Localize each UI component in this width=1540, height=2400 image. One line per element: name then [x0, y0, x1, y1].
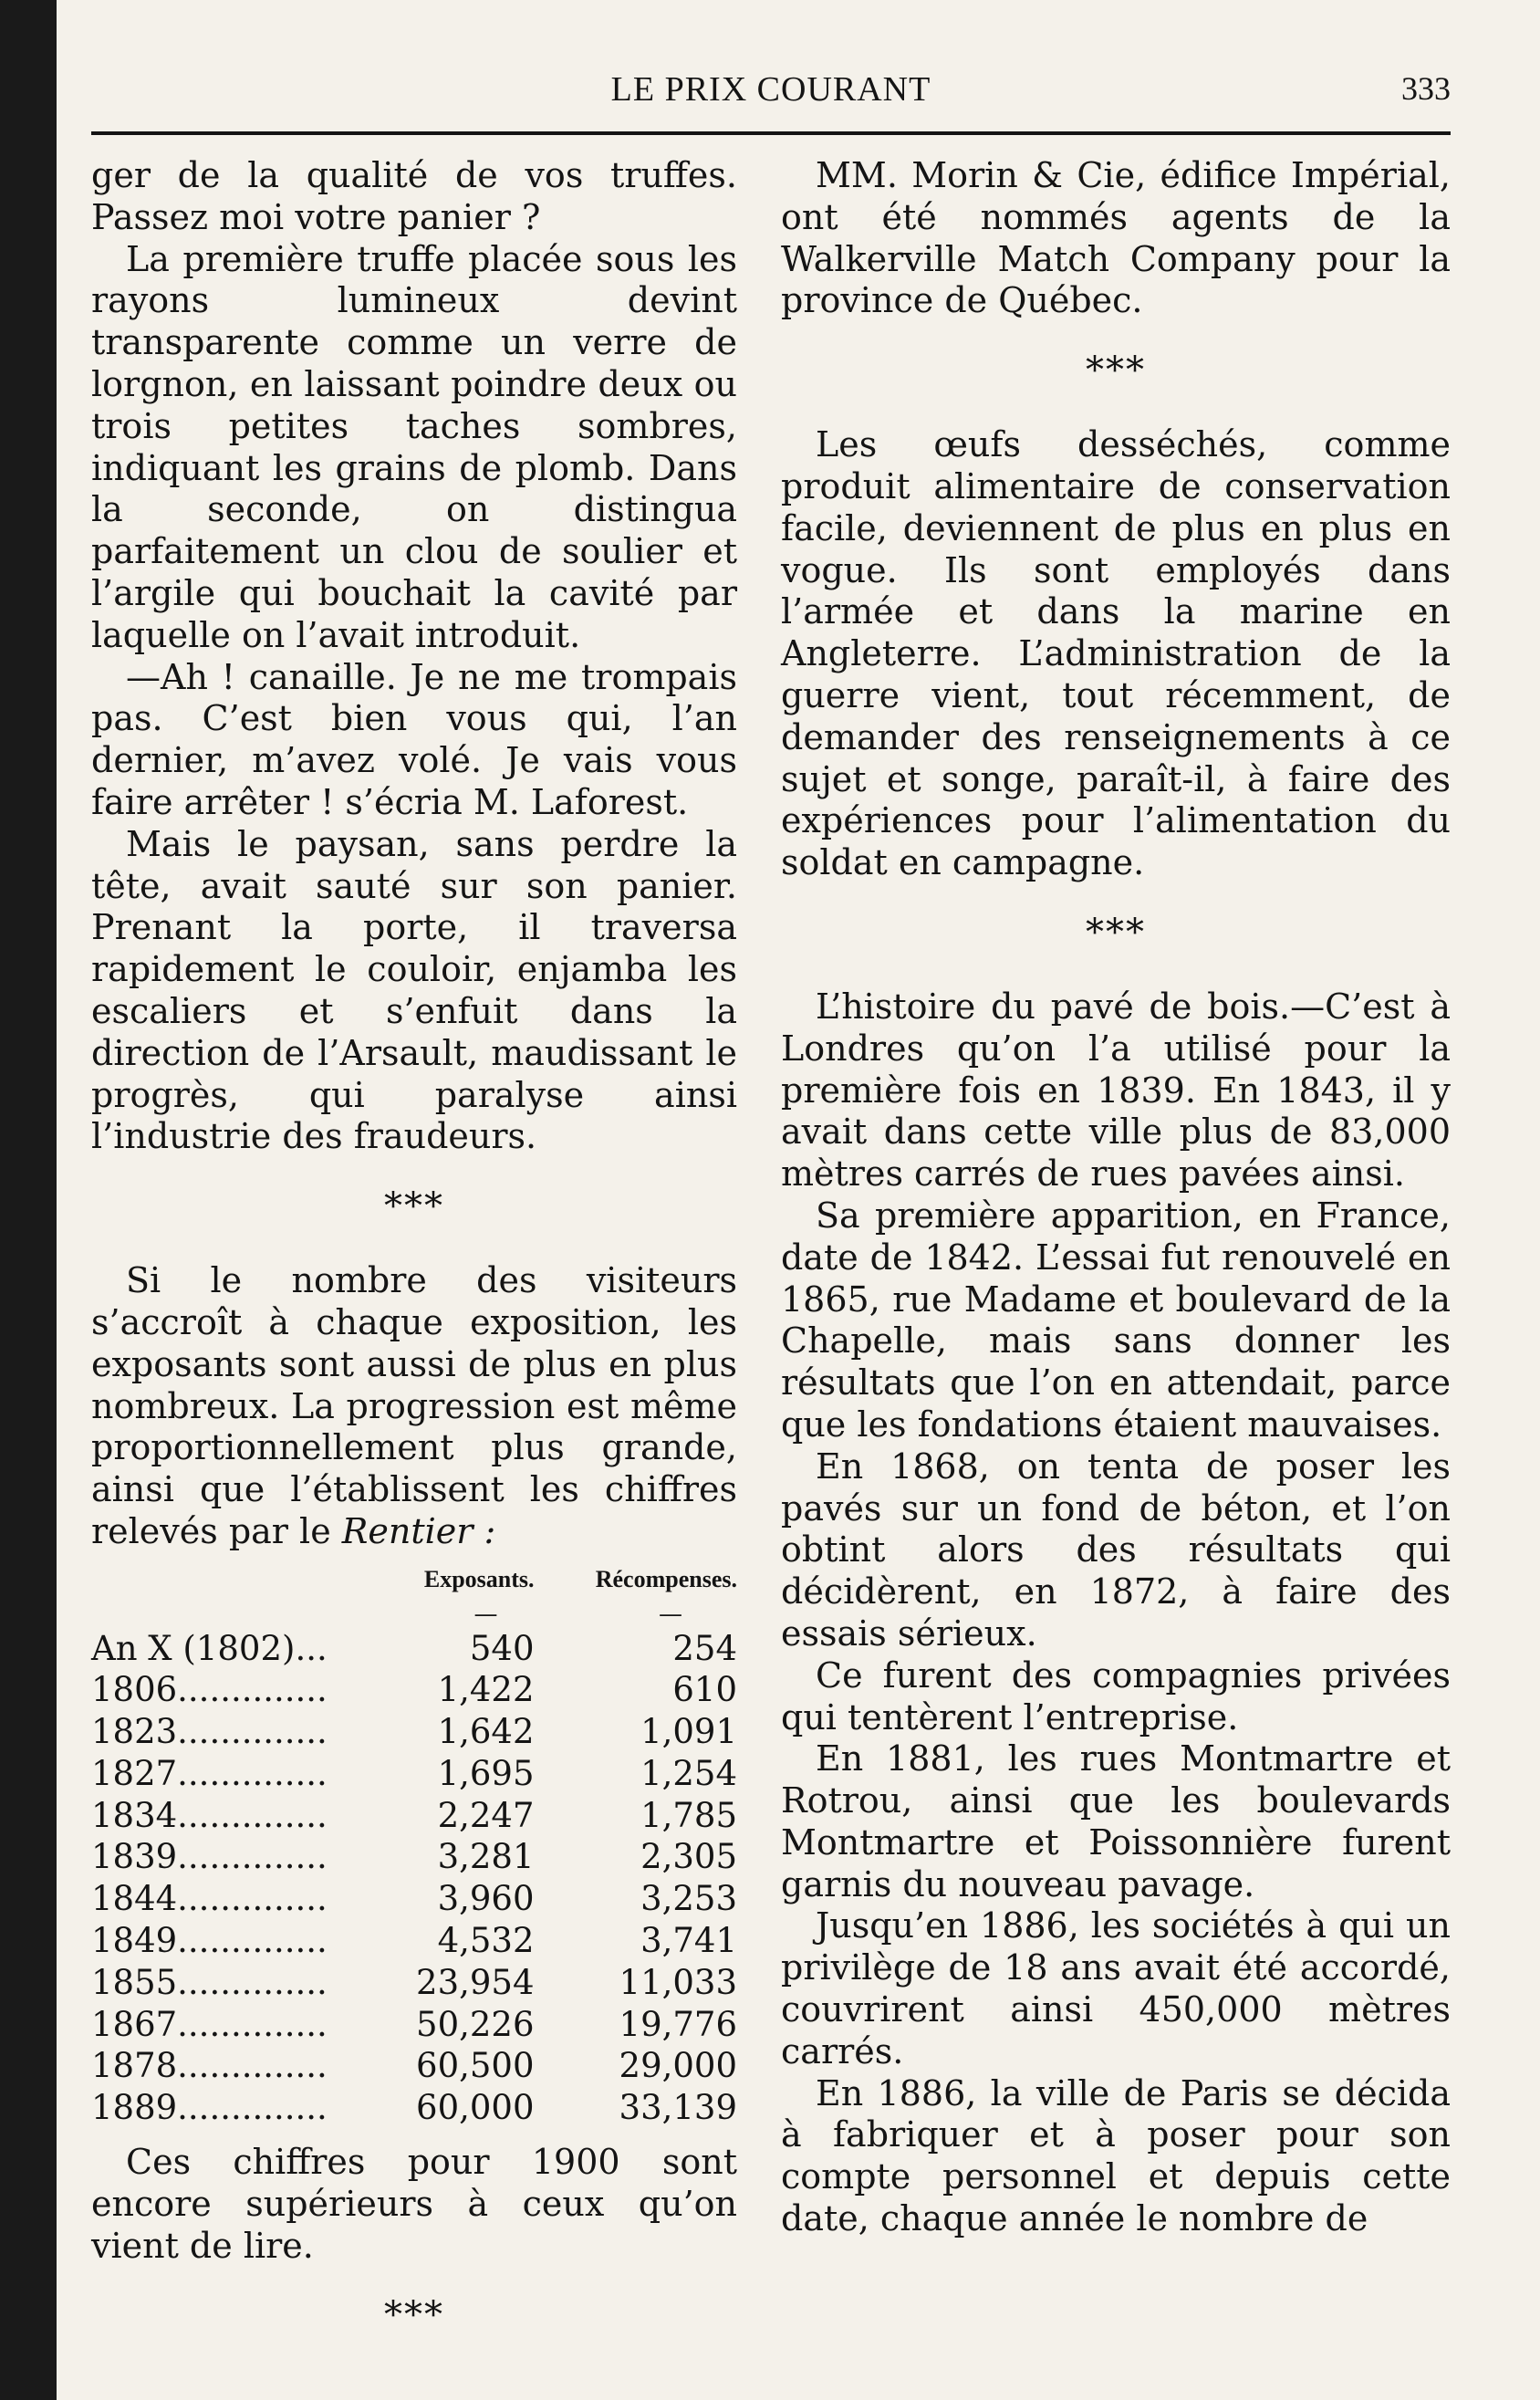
table-cell-recompenses: 2,305 — [640, 1837, 737, 1877]
table-cell-year: 1834.............. — [91, 1795, 328, 1835]
table-row — [91, 2045, 737, 2087]
table-cell-exposants: 1,695 — [437, 1753, 535, 1793]
paragraph: MM. Morin & Cie, édifice Impérial, ont été nommés agents de la Walkerville Match Company pour la province de Québec. — [781, 155, 1451, 321]
paragraph — [91, 1260, 737, 1553]
paragraph: Ces chiffres pour 1900 sont encore supérieurs à ceux qu’on vient de lire. — [91, 2142, 737, 2266]
table-dash: — — [659, 1600, 682, 1628]
table-cell-recompenses: 1,091 — [640, 1712, 737, 1752]
section-separator: *** — [384, 2294, 444, 2337]
page-number: 333 — [1401, 70, 1451, 107]
table-header-exposants: Exposants. — [423, 1565, 535, 1592]
table-cell-exposants: 1,642 — [437, 1712, 535, 1752]
table-cell-recompenses: 3,253 — [640, 1879, 737, 1919]
table-row — [91, 1962, 737, 2004]
table-cell-recompenses: 254 — [672, 1628, 737, 1668]
running-title: LE PRIX COURANT — [610, 70, 931, 109]
section-separator: *** — [384, 1185, 444, 1228]
table-row — [91, 2087, 737, 2129]
left-column — [91, 155, 737, 2369]
section-separator: *** — [1086, 911, 1146, 954]
table-cell-exposants: 4,532 — [437, 1921, 535, 1961]
table-cell-year: An X (1802)... — [91, 1628, 328, 1668]
table-dash-row — [91, 1601, 737, 1628]
table-cell-recompenses: 11,033 — [619, 1962, 737, 2002]
table-cell-recompenses: 1,254 — [640, 1753, 737, 1793]
table-row — [91, 1669, 737, 1711]
table-row — [91, 1795, 737, 1837]
table-row — [91, 1753, 737, 1795]
paragraph: Les œufs desséchés, comme produit alimentaire de conservation facile, deviennent de plus en plus en vogue. Ils sont employés dans l’armée et dans la marine en Angleterre. L’administration de la guerre vient, tout récemment, de demander des renseignements à ce sujet et songe, paraît-il, à faire des expériences pour l’alimentation du soldat en campagne. — [781, 424, 1451, 883]
table-cell-exposants: 2,247 — [437, 1795, 535, 1835]
table-cell-recompenses: 610 — [672, 1670, 737, 1710]
table-header-blank — [91, 1559, 365, 1601]
exhibitors-table — [91, 1559, 737, 2129]
table-cell-year: 1806.............. — [91, 1670, 328, 1710]
table-row — [91, 1878, 737, 1920]
table-cell-year: 1855.............. — [91, 1962, 328, 2002]
table-row — [91, 1628, 737, 1670]
table-cell-year: 1849.............. — [91, 1921, 328, 1961]
table-cell-year: 1827.............. — [91, 1753, 328, 1793]
table-cell-recompenses: 1,785 — [640, 1795, 737, 1835]
table-cell-year: 1878.............. — [91, 2046, 328, 2086]
paragraph-text: Si le nombre des visiteurs s’accroît à chaque exposition, les exposants sont aussi de plus en plus nombreux. La progression est même proportionnellement plus grande, ainsi que l’établissent les chiffres relevés par le — [91, 1260, 737, 1551]
table-cell-recompenses: 33,139 — [619, 2088, 737, 2128]
paragraph: —Ah ! canaille. Je ne me trompais pas. C’est bien vous qui, l’an dernier, m’avez volé. Je vais vous faire arrêter ! s’écria M. Laforest. — [91, 656, 737, 822]
section-separator: *** — [1086, 350, 1146, 392]
right-column — [781, 155, 1451, 2240]
paragraph: La première truffe placée sous les rayons lumineux devint transparente comme un verre de lorgnon, en laissant poindre deux ou trois petites taches sombres, indiquant les grains de plomb. Dans la seconde, on distingua parfaitement un clou de soulier et l’argile qui bouchait la cavité par laquelle on l’avait introduit. — [91, 238, 737, 655]
table-cell-exposants: 1,422 — [437, 1670, 535, 1710]
table-row — [91, 1920, 737, 1962]
paragraph: ger de la qualité de vos truffes. Passez moi votre panier ? — [91, 155, 737, 237]
table-header-recompenses: Récompenses. — [595, 1565, 737, 1592]
paragraph: Ce furent des compagnies privées qui tentèrent l’entreprise. — [781, 1654, 1451, 1737]
table-cell-exposants: 23,954 — [416, 1962, 535, 2002]
table-cell-recompenses: 3,741 — [640, 1921, 737, 1961]
paragraph: L’histoire du pavé de bois.—C’est à Londres qu’on l’a utilisé pour la première fois en 1839. En 1843, il y avait dans cette ville plus de 83,000 mètres carrés de rues pavées ainsi. — [781, 986, 1451, 1195]
paragraph: En 1868, on tenta de poser les pavés sur un fond de béton, et l’on obtint alors des résultats qui décidèrent, en 1872, à faire des essais sérieux. — [781, 1445, 1451, 1654]
table-cell-year: 1844.............. — [91, 1879, 328, 1919]
table-row — [91, 2004, 737, 2046]
table-cell-exposants: 3,960 — [437, 1879, 535, 1919]
table-dash-blank — [91, 1601, 365, 1628]
table-cell-exposants: 3,281 — [437, 1837, 535, 1877]
paragraph: Jusqu’en 1886, les sociétés à qui un privilège de 18 ans avait été accordé, couvrirent ainsi 450,000 mètres carrés. — [781, 1905, 1451, 2071]
table-row — [91, 1836, 737, 1878]
table-cell-year: 1823.............. — [91, 1712, 328, 1752]
running-header — [91, 69, 1451, 120]
paragraph: Mais le paysan, sans perdre la tête, avait sauté sur son panier. Prenant la porte, il traversa rapidement le couloir, enjamba les escaliers et s’enfuit dans la direction de l’Arsault, maudissant le progrès, qui paralyse ainsi l’industrie des fraudeurs. — [91, 823, 737, 1157]
source-name: Rentier : — [341, 1510, 496, 1551]
table-cell-recompenses: 29,000 — [619, 2046, 737, 2086]
table-cell-recompenses: 19,776 — [619, 2004, 737, 2044]
table-dash: — — [473, 1600, 498, 1628]
table-row — [91, 1711, 737, 1753]
page-binding-edge — [0, 0, 57, 2400]
table-cell-exposants: 50,226 — [416, 2004, 535, 2044]
table-cell-year: 1839.............. — [91, 1837, 328, 1877]
table-cell-year: 1867.............. — [91, 2004, 328, 2044]
header-rule — [91, 131, 1451, 135]
table-cell-exposants: 60,000 — [416, 2088, 535, 2128]
table-cell-exposants: 540 — [469, 1628, 535, 1668]
paragraph: En 1886, la ville de Paris se décida à fabriquer et à poser pour son compte personnel et depuis cette date, chaque année le nombre de — [781, 2072, 1451, 2239]
paragraph: En 1881, les rues Montmartre et Rotrou, ainsi que les boulevards Montmartre et Poissonnière furent garnis du nouveau pavage. — [781, 1738, 1451, 1904]
table-cell-exposants: 60,500 — [416, 2046, 535, 2086]
table-header-row — [91, 1559, 737, 1601]
table-cell-year: 1889.............. — [91, 2088, 328, 2128]
paragraph: Sa première apparition, en France, date de 1842. L’essai fut renouvelé en 1865, rue Madame et boulevard de la Chapelle, mais sans donner les résultats que l’on en attendait, parce que les fondations étaient mauvaises. — [781, 1195, 1451, 1445]
